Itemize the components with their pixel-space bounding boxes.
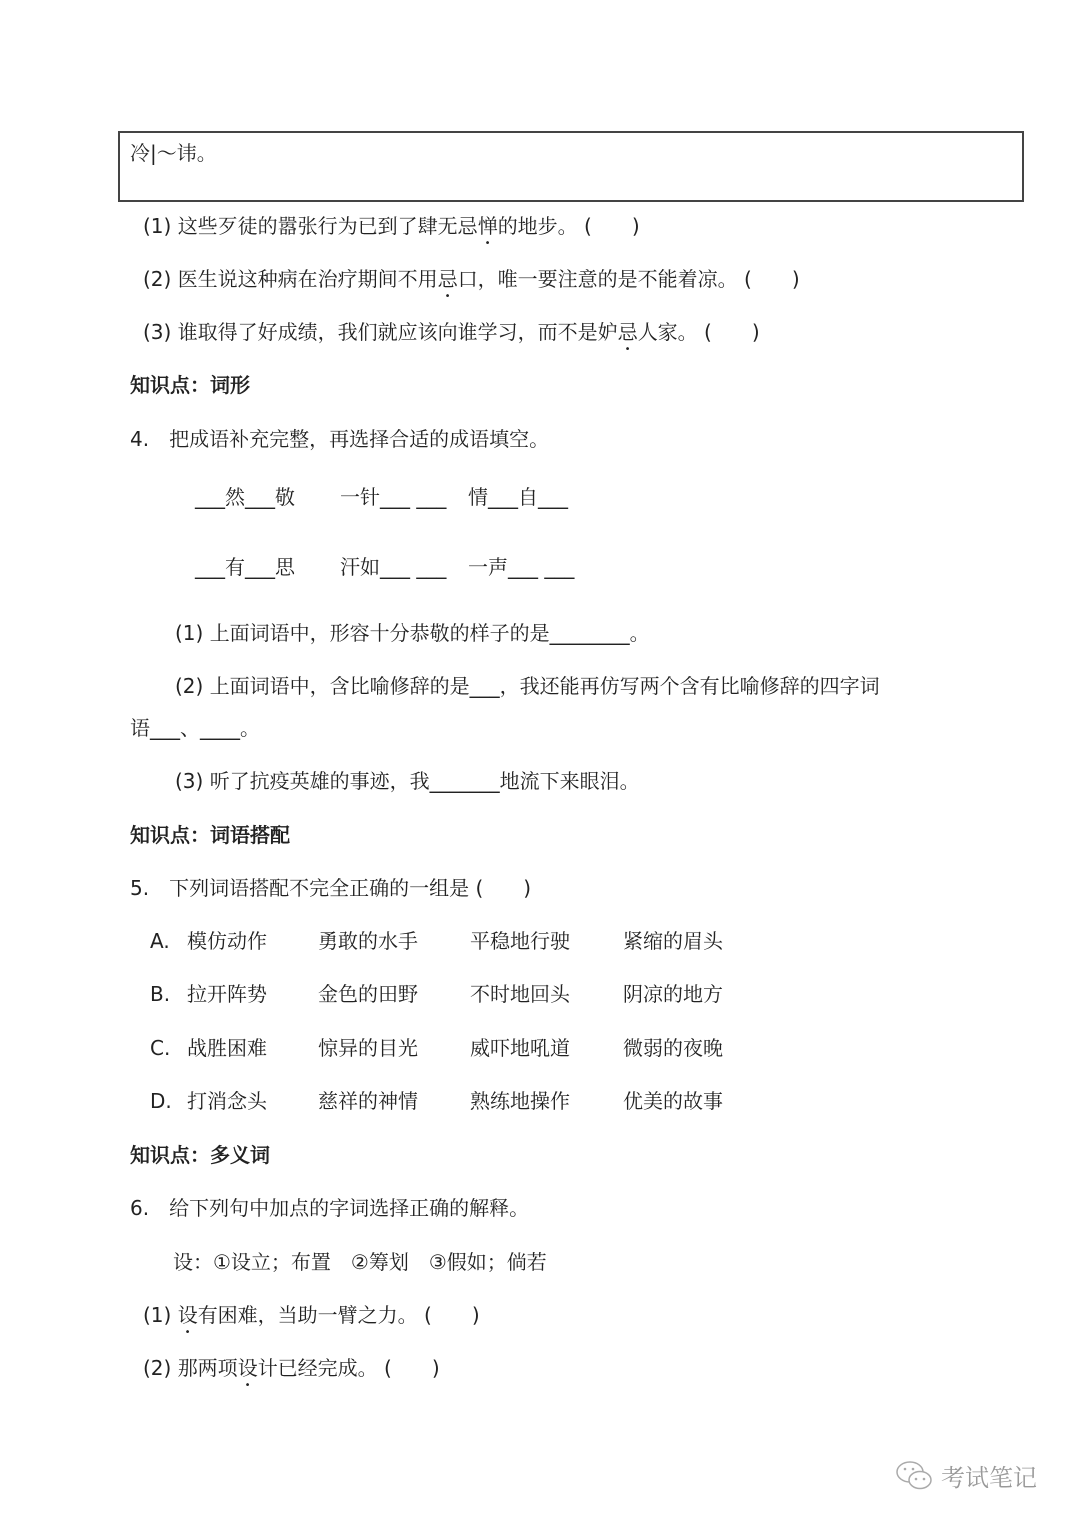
option-word: 威吓地吼道 (470, 1035, 570, 1060)
idiom: 一声___ ___ (468, 555, 575, 579)
option-word: 不时地回头 (470, 982, 570, 1007)
q4-sub-3: (3) 听了抗疫英雄的事迹，我_______地流下来眼泪。 (175, 769, 640, 793)
wechat-icon (895, 1459, 935, 1493)
knowledge-point: 知识点：多义词 (130, 1143, 270, 1167)
q3-item-3: (3) 谁取得了好成绩，我们就应该向谁学习，而不是妒忌人家。 ( ) (143, 320, 760, 344)
idiom: 情___自___ (468, 485, 568, 509)
option-word: 拉开阵势 (187, 982, 267, 1007)
option-label: D. (150, 1088, 172, 1113)
idiom: ___然___敬 (195, 485, 295, 509)
option-word: 慈祥的神情 (318, 1088, 418, 1113)
knowledge-point: 知识点：词形 (130, 373, 250, 397)
option-word: 熟练地操作 (470, 1088, 570, 1113)
option-word: 战胜困难 (187, 1035, 267, 1060)
box-text: 冷|～讳。 (130, 141, 217, 165)
option-word: 勇敢的水手 (318, 929, 418, 953)
q4-sub-1: (1) 上面词语中，形容十分恭敬的样子的是________。 (175, 621, 650, 645)
option-word: 微弱的夜晚 (623, 1035, 723, 1060)
q3-item-1: (1) 这些歹徒的嚣张行为已到了肆无忌惮的地步。 ( ) (143, 214, 640, 238)
option-label: A. (150, 929, 170, 953)
option-label: C. (150, 1035, 171, 1060)
q3-item-2: (2) 医生说这种病在治疗期间不用忌口，唯一要注意的是不能着凉。 ( ) (143, 267, 800, 291)
option-word: 模仿动作 (187, 929, 267, 953)
knowledge-point: 知识点：词语搭配 (130, 823, 290, 847)
watermark-text: 考试笔记 (941, 1464, 1037, 1492)
option-word: 金色的田野 (318, 982, 418, 1007)
option-word: 惊异的目光 (318, 1035, 418, 1060)
option-word: 平稳地行驶 (470, 929, 570, 953)
answer-box (118, 131, 1024, 202)
option-word: 打消念头 (187, 1088, 267, 1113)
option-word: 阴凉的地方 (623, 982, 723, 1007)
option-word: 优美的故事 (623, 1088, 723, 1113)
idiom: 一针___ ___ (340, 485, 447, 509)
q5-title: 5. 下列词语搭配不完全正确的一组是 ( ) (130, 876, 532, 900)
q4-sub-2-cont: 语___、____。 (130, 716, 260, 740)
q6-title: 6. 给下列句中加点的字词选择正确的解释。 (130, 1196, 530, 1220)
q4-sub-2: (2) 上面词语中，含比喻修辞的是___，我还能再仿写两个含有比喻修辞的四字词 (175, 674, 880, 698)
q6-item-1: (1) 设有困难，当助一臂之力。 ( ) (143, 1303, 480, 1327)
idiom: ___有___思 (195, 555, 295, 579)
option-word: 紧缩的眉头 (623, 929, 723, 953)
q6-definition: 设：①设立；布置 ②筹划 ③假如；倘若 (173, 1250, 547, 1274)
option-label: B. (150, 982, 171, 1007)
q6-item-2: (2) 那两项设计已经完成。 ( ) (143, 1356, 440, 1380)
q4-title: 4. 把成语补充完整，再选择合适的成语填空。 (130, 427, 550, 451)
watermark (895, 1458, 1037, 1493)
idiom: 汗如___ ___ (340, 555, 447, 579)
